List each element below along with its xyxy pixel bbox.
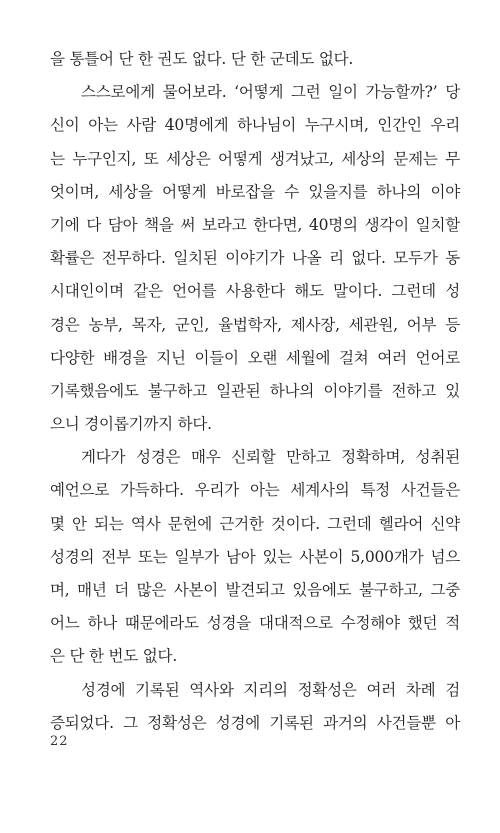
text-line: 몇 안 되는 역사 문헌에 근거한 것이다. 그런데 헬라어 신약	[50, 514, 460, 533]
text-line: 신이 아는 사람 40명에게 하나님이 누구시며, 인간인 우리	[50, 116, 460, 135]
text-line: 다양한 배경을 지닌 이들이 오랜 세월에 걸쳐 여러 언어로	[50, 348, 460, 367]
text-line: 며, 매년 더 많은 사본이 발견되고 있음에도 불구하고, 그중	[50, 581, 460, 599]
text-line: 어느 하나 때문에라도 성경을 대대적으로 수정해야 했던 적	[50, 614, 460, 633]
body-text	[50, 43, 460, 740]
text-line: 기에 다 담아 책을 써 보라고 한다면, 40명의 생각이 일치할	[50, 215, 460, 234]
text-line: 시대인이며 같은 언어를 사용한다 해도 말이다. 그런데 성	[50, 282, 460, 301]
text-line: 기록했음에도 불구하고 일관된 하나의 이야기를 전하고 있	[50, 381, 460, 400]
text-line: 증되었다. 그 정확성은 성경에 기록된 과거의 사건들뿐 아	[50, 713, 460, 732]
text-line: 성경에 기록된 역사와 지리의 정확성은 여러 차례 검	[81, 680, 460, 699]
text-line: 으니 경이롭기까지 하다.	[50, 415, 212, 434]
text-line: 스스로에게 물어보라. ‘어떻게 그런 일이 가능할까?’ 당	[81, 83, 460, 102]
text-line: 을 통틀어 단 한 권도 없다. 단 한 군데도 없다.	[50, 50, 354, 68]
text-line: 은 단 한 번도 없다.	[50, 647, 178, 666]
text-line: 엇이며, 세상을 어떻게 바로잡을 수 있을지를 하나의 이야	[50, 182, 460, 201]
text-line: 경은 농부, 목자, 군인, 율법학자, 제사장, 세관원, 어부 등	[50, 315, 460, 334]
text-line: 게다가 성경은 매우 신뢰할 만하고 정확하며, 성취된	[81, 448, 460, 467]
text-line: 는 누구인지, 또 세상은 어떻게 생겨났고, 세상의 문제는 무	[50, 149, 460, 168]
page-number: 22	[50, 734, 69, 749]
text-line: 확률은 전무하다. 일치된 이야기가 나올 리 없다. 모두가 동	[50, 249, 460, 268]
text-line: 성경의 전부 또는 일부가 남아 있는 사본이 5,000개가 넘으	[50, 547, 460, 566]
text-line: 예언으로 가득하다. 우리가 아는 세계사의 특정 사건들은	[50, 481, 460, 500]
